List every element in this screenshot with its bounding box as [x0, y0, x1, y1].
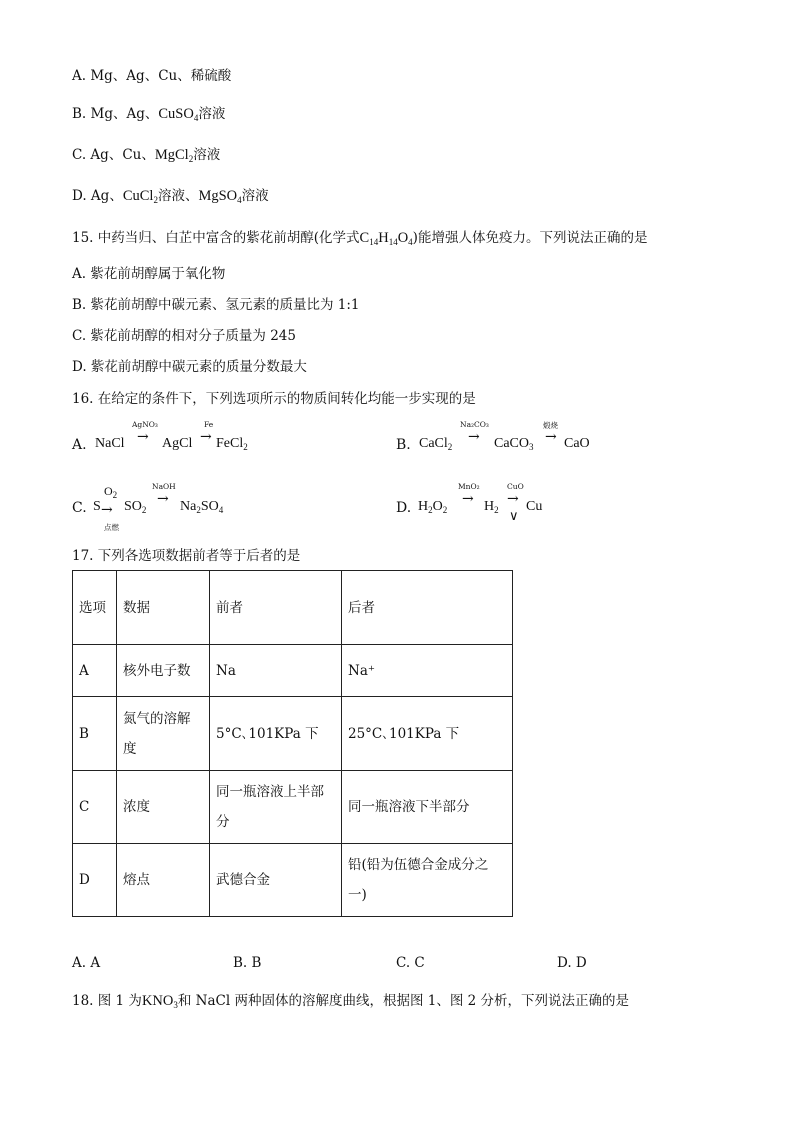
q16-a-condition-1: AgNO₃ [132, 420, 158, 429]
formula-base: MgCl [154, 147, 189, 163]
formula-subscript: 4 [218, 505, 224, 515]
table-cell: 25°C､101KPa 下 [342, 697, 513, 771]
table-cell: B [73, 697, 117, 771]
q15-stem-suffix: )能增强人体免疫力。下列说法正确的是 [412, 230, 648, 246]
q17-table [72, 570, 513, 917]
q14-option-d [72, 187, 269, 209]
q16-c-condition-2: NaOH [152, 482, 176, 491]
q16-b-substance-2 [494, 436, 534, 452]
q14-option-c [72, 146, 220, 168]
q15-option-b: B. 紫花前胡醇中碳元素、氢元素的质量比为 1:1 [72, 297, 360, 313]
q15-option-c: C. 紫花前胡醇的相对分子质量为 245 [72, 328, 296, 344]
q15-option-d: D. 紫花前胡醇中碳元素的质量分数最大 [72, 359, 307, 375]
formula-element: O [397, 230, 409, 246]
formula-base: O [432, 499, 443, 514]
table-cell: 武德合金 [210, 844, 342, 917]
table-header-cell: 前者 [210, 571, 342, 645]
q17-stem: 17. 下列各选项数据前者等于后者的是 [72, 548, 301, 564]
q16-c-condition-top [104, 484, 117, 500]
arrow-icon: → [468, 429, 480, 445]
formula-base: O [104, 484, 113, 498]
q18-formula [142, 993, 178, 1009]
table-cell: Na⁺ [342, 645, 513, 697]
q14-option-d-middle: 溶液、 [157, 188, 199, 204]
formula-subscript: 2 [428, 505, 433, 515]
down-arrow-icon: ∨ [509, 509, 519, 524]
formula-base: MgSO [198, 188, 238, 204]
arrow-icon: → [101, 502, 113, 518]
formula-subscript: 14 [369, 237, 379, 247]
q14-option-b-formula [158, 106, 198, 122]
formula-base: CaCl [419, 436, 448, 451]
formula-element: C [359, 230, 370, 246]
q16-a-condition-2: Fe [204, 420, 214, 429]
formula-subscript: 2 [447, 442, 453, 452]
q16-c-substance-1: S [93, 499, 101, 514]
q16-b-condition-1: Na₂CO₃ [460, 420, 489, 429]
formula-subscript: 14 [388, 237, 398, 247]
q14-option-b [72, 105, 225, 127]
q14-option-d-prefix: D. Ag、 [72, 188, 123, 204]
formula-base: CaCO [494, 436, 529, 451]
q16-a-label: A. [72, 437, 87, 453]
q14-option-a [72, 67, 231, 85]
q16-a-substance-3 [216, 436, 248, 452]
arrow-icon: → [507, 491, 519, 507]
q16-stem: 16. 在给定的条件下，下列选项所示的物质间转化均能一步实现的是 [72, 391, 476, 407]
table-row [73, 697, 513, 771]
table-header-cell: 后者 [342, 571, 513, 645]
table-cell: 氮气的溶解度 [117, 697, 210, 771]
q14-option-d-suffix: 溶液 [241, 188, 269, 204]
q18-stem-prefix: 18. 图 1 为 [72, 993, 142, 1009]
formula-subscript: 3 [173, 1000, 178, 1010]
q14-option-d-formula-2 [198, 188, 241, 204]
arrow-icon: → [137, 429, 149, 445]
q16-d-label: D. [396, 500, 412, 516]
q14-option-a-text: A. Mg、Ag、Cu、稀硫酸 [72, 68, 232, 84]
q17-answer-d: D. D [557, 955, 587, 971]
q16-c-substance-3 [180, 499, 223, 515]
table-cell: A [73, 645, 117, 697]
formula-subscript: 2 [141, 505, 147, 515]
arrow-icon: → [462, 491, 474, 507]
q16-d-condition-2: CuO [507, 482, 524, 491]
q17-answer-c: C. C [396, 955, 425, 971]
formula-subscript: 2 [112, 490, 118, 500]
q16-b-substance-3: CaO [564, 436, 590, 451]
arrow-icon: → [545, 429, 557, 445]
table-cell: 铅(铅为伍德合金成分之一) [342, 844, 513, 917]
formula-subscript: 2 [188, 154, 194, 164]
table-header-row [73, 571, 513, 645]
table-header-cell: 选项 [73, 571, 117, 645]
q16-b-condition-2: 煅烧 [543, 421, 558, 430]
q17-answer-a: A. A [72, 955, 101, 971]
formula-base: SO [200, 499, 219, 514]
q14-option-b-suffix: 溶液 [198, 106, 226, 122]
table-cell: C [73, 771, 117, 844]
q16-b-label: B. [396, 437, 411, 453]
q15-formula [360, 230, 413, 246]
formula-subscript: 2 [494, 505, 499, 515]
q14-option-c-formula [155, 147, 193, 163]
formula-base: FeCl [216, 436, 244, 451]
formula-element: H [378, 230, 389, 246]
table-cell: 浓度 [117, 771, 210, 844]
formula-base: SO [124, 499, 142, 514]
q15-option-a: A. 紫花前胡醇属于氧化物 [72, 266, 226, 282]
formula-base: CuCl [122, 188, 154, 204]
formula-subscript: 2 [196, 505, 201, 515]
table-row [73, 771, 513, 844]
formula-subscript: 2 [153, 195, 158, 205]
formula-base: KNO [141, 993, 174, 1009]
table-cell: 核外电子数 [117, 645, 210, 697]
q16-c-substance-2 [124, 499, 146, 515]
q16-d-substance-1 [418, 499, 447, 515]
table-row [73, 645, 513, 697]
table-cell: Na [210, 645, 342, 697]
q16-d-substance-2 [484, 499, 499, 515]
q17-answer-b: B. B [233, 955, 262, 971]
q15-stem-prefix: 15. 中药当归、白芷中富含的紫花前胡醇(化学式 [72, 230, 360, 246]
formula-base: H [418, 499, 429, 514]
q18-stem [72, 992, 629, 1014]
q16-a-substance-2: AgCl [162, 436, 193, 451]
q16-d-substance-3: Cu [526, 499, 543, 514]
q16-b-substance-1 [419, 436, 452, 452]
q14-option-d-formula-1 [123, 188, 158, 204]
formula-base: CuSO [158, 106, 194, 122]
q16-c-condition-bottom: 点燃 [104, 523, 119, 532]
q15-stem [72, 229, 647, 251]
q18-stem-suffix: 和 NaCl 两种固体的溶解度曲线，根据图 1、图 2 分析，下列说法正确的是 [177, 993, 630, 1009]
q14-option-c-suffix: 溶液 [193, 147, 221, 163]
arrow-icon: → [200, 429, 212, 445]
q16-d-condition-1: MnO₂ [458, 482, 480, 491]
table-cell: 同一瓶溶液下半部分 [342, 771, 513, 844]
q16-c-label: C. [72, 500, 87, 516]
table-cell: D [73, 844, 117, 917]
table-cell: 同一瓶溶液上半部分 [210, 771, 342, 844]
formula-subscript: 2 [442, 505, 448, 515]
formula-base: Na [180, 499, 197, 514]
formula-subscript: 4 [193, 113, 199, 123]
formula-subscript: 2 [243, 442, 248, 452]
q16-a-substance-1: NaCl [95, 436, 125, 451]
table-cell: 熔点 [117, 844, 210, 917]
formula-subscript: 3 [529, 442, 534, 452]
q14-option-b-prefix: B. Mg、Ag、 [72, 106, 159, 122]
arrow-icon: → [157, 491, 169, 507]
table-cell: 5°C､101KPa 下 [210, 697, 342, 771]
table-header-cell: 数据 [117, 571, 210, 645]
formula-subscript: 4 [237, 195, 242, 205]
table-row [73, 844, 513, 917]
formula-subscript: 4 [408, 237, 413, 247]
formula-base: H [484, 499, 495, 514]
q14-option-c-prefix: C. Ag、Cu、 [72, 147, 155, 163]
